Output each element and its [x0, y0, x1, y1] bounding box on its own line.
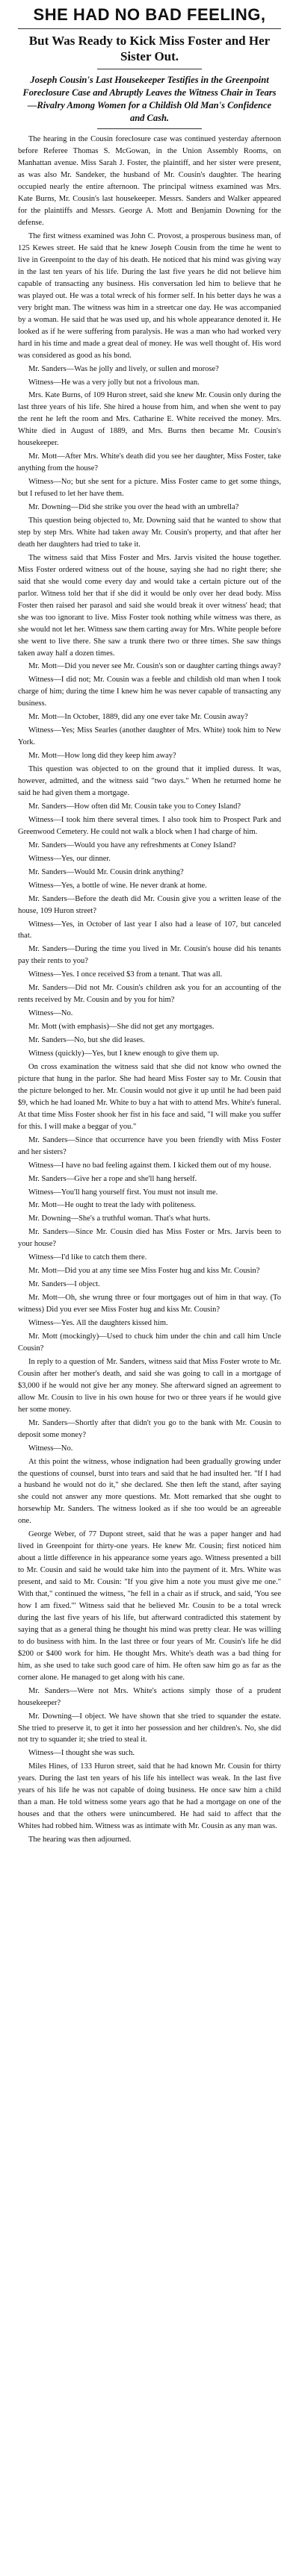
- article-paragraph: The hearing in the Cousin foreclosure case was continued yesterday afternoon before Referee Thomas S. McGowan, in the Union Assembly Rooms, on Manhattan avenue. Miss Sarah J. Foster, the plaintiff, and her sister were present, as was also Mr. Sandeker, the husband of Mr. Cousin's daughter. The hearing occupied nearly the entire afternoon. The principal witness examined was Mrs. Kate Burns, Mr. Cousin's last housekeeper. Messrs. Sanders and Walker appeared for the plaintiffs and Messrs. George A. Mott and Benjamin Downing for the defense.: [18, 135, 281, 228]
- article-paragraph: Witness—Yes. All the daughters kissed him.: [28, 1319, 168, 1328]
- article-paragraph: Mr. Downing—She's a truthful woman. That's what hurts.: [28, 1214, 211, 1223]
- article-paragraph: Mr. Sanders—Give her a rope and she'll hang herself.: [28, 1174, 197, 1183]
- article-paragraph: Witness—No.: [28, 1444, 73, 1453]
- article-paragraph: Witness—Yes. I once received $3 from a tenant. That was all.: [28, 970, 223, 979]
- article-paragraph: Mr. Sanders—Would you have any refreshments at Coney Island?: [28, 841, 236, 849]
- article-paragraph: Mr. Sanders—Since Mr. Cousin died has Miss Foster or Mrs. Jarvis been to your house?: [18, 1228, 281, 1249]
- article-paragraph: Mr. Mott (with emphasis)—She did not get any mortgages.: [28, 1023, 215, 1032]
- article-paragraph: Witness—I thought she was such.: [28, 1749, 135, 1758]
- article-paragraph: Witness—I'd like to catch them there.: [28, 1253, 147, 1262]
- article-paragraph: Mr. Mott—After Mrs. White's death did you see her daughter, Miss Foster, take anything from the house?: [18, 452, 281, 473]
- article-paragraph: Mr. Sanders—Shortly after that didn't you go to the bank with Mr. Cousin to deposit some money?: [18, 1418, 281, 1439]
- article-paragraph: Witness—Yes, our dinner.: [28, 854, 111, 863]
- divider-rule-short: [97, 128, 203, 129]
- article-paragraph: The first witness examined was John C. Provost, a prosperous business man, of 125 Kewes street. He said that he knew Joseph Cousin from the time he went to live in Greenpoint to the day of his death. He noticed that his mind was giving way in the last ten years of his life. During the last five years he did not believe him capable of transacting any business. His conversation led him to believe that he was played out. He was a total wreck of his former self. In his better days he was a very bright man. The witness was him in a streetcar one day. He was accompanied by a woman. He said that he was used up, and his whole appearance denoted it. He looked as if he were suffering from paralysis. He was a man who had worked very hard in his time and made a great deal of money. He was well thought of. His word was considered as good as his bond.: [18, 232, 281, 360]
- article-paragraph: The hearing was then adjourned.: [28, 1836, 132, 1844]
- article-paragraph: On cross examination the witness said that she did not know who owned the picture that hung in the parlor. She had heard Miss Foster say to Mr. Cousin that the picture belonged to her. Mr. Cousin would not give it up until he had been paid $9, which he had loaned Mr. White to buy a hat with to attend Mrs. White's funeral. At that time Miss Foster shook her fist in his face and said, "I will make you suffer for this. I will make a beggar of you.": [18, 1063, 281, 1131]
- divider-rule: [18, 28, 281, 29]
- article-paragraph: Witness—You'll hang yourself first. You must not insult me.: [28, 1188, 218, 1197]
- article-body: [18, 134, 281, 1846]
- article-paragraph: Mr. Sanders—Did not Mr. Cousin's children ask you for an accounting of the rents received by Mr. Cousin and by you for him?: [18, 984, 281, 1005]
- article-paragraph: Mr. Sanders—How often did Mr. Cousin take you to Coney Island?: [28, 802, 241, 811]
- article-paragraph: Witness—Yes; Miss Searles (another daughter of Mrs. White) took him to New York.: [18, 726, 281, 747]
- article-paragraph: Mr. Mott—Did you never see Mr. Cousin's son or daughter carting things away?: [28, 662, 281, 671]
- article-paragraph: Miles Hines, of 133 Huron street, said that he had known Mr. Cousin for thirty years. During the last ten years of his life his intellect was weak. In the last five years of his life he was not capable of doing business. He once saw him a child than a man. He told witness some years ago that he had a mortgage on one of the houses and that the others were unincumbered. He had said to affect that the Whites had robbed him. Witness was as intimate with Mr. Cousin as any man was.: [18, 1762, 281, 1831]
- article-paragraph: Witness—I took him there several times. I also took him to Prospect Park and Greenwood Cemetery. He could not walk a block when I had charge of him.: [18, 815, 281, 836]
- article-paragraph: The witness said that Miss Foster and Mrs. Jarvis visited the house together. Miss Foster ordered witness out of the house, saying she had no right there; she said that she would come every day and would take a certain picture out of the parlor. Witness told her that if she did it would be only over her dead body. Miss Foster then raised her parasol and said she would break it over witness' head; that she was too ignorant to live. Miss Foster took nothing while witness was there, as she would not let her. Witness saw them carting away for Mrs. White people before she went to live there. She saw a trunk there two or three times. She saw things taken away half a dozen times.: [18, 553, 281, 658]
- article-paragraph: Mr. Mott—Oh, she wrung three or four mortgages out of him in that way. (To witness) Did you ever see Miss Foster hug and kiss Mr. Cousin?: [18, 1294, 281, 1314]
- article-paragraph: Witness—Yes, in October of last year I also had a lease of 107, but canceled that.: [18, 920, 281, 941]
- article-paragraph: Witness—I have no bad feeling against them. I kicked them out of my house.: [28, 1161, 271, 1170]
- article-paragraph: Mr. Sanders—I object.: [28, 1280, 100, 1289]
- article-paragraph: This question was objected to on the ground that it implied duress. It was, however, admitted, and the witness said "two days." When he returned home he said he had given them a mortgage.: [18, 765, 281, 797]
- article-paragraph: Witness (quickly)—Yes, but I knew enough to give them up.: [28, 1050, 219, 1058]
- article-paragraph: This question being objected to, Mr. Downing said that he wanted to show that step by step Mrs. White had taken away Mr. Cousin's property, and that after her death her daughters had tried to take it.: [18, 517, 281, 549]
- article-paragraph: Mr. Sanders—No, but she did leases.: [28, 1036, 145, 1045]
- article-paragraph: Mr. Sanders—Were not Mrs. White's actions simply those of a prudent housekeeper?: [18, 1686, 281, 1707]
- article-paragraph: Mr. Sanders—During the time you lived in Mr. Cousin's house did his tenants pay their rents to you?: [18, 945, 281, 966]
- article-paragraph: Mr. Mott—Did you at any time see Miss Foster hug and kiss Mr. Cousin?: [28, 1267, 260, 1276]
- article-paragraph: Mr. Mott—How long did they keep him away?: [28, 752, 176, 761]
- subheadline: But Was Ready to Kick Miss Foster and Her Sister Out.: [28, 34, 271, 63]
- article-paragraph: Mrs. Kate Burns, of 109 Huron street, said she knew Mr. Cousin only during the last three years of his life. She hired a house from him, and when she went to pay the rent he left the room and Mrs. Catharine E. White received the money. Mrs. White died in August of 1889, and Mrs. Burns then became Mr. Cousin's housekeeper.: [18, 391, 281, 448]
- article-paragraph: Mr. Sanders—Would Mr. Cousin drink anything?: [28, 867, 184, 876]
- deck: Joseph Cousin's Last Housekeeper Testifies in the Greenpoint Foreclosure Case and Abruptly Leaves the Witness Chair in Tears—Rivalry Among Women for a Childish Old Man's Confidence and Cash.: [22, 74, 277, 123]
- article-paragraph: Mr. Sanders—Since that occurrence have you been friendly with Miss Foster and her sisters?: [18, 1135, 281, 1156]
- article-paragraph: Mr. Sanders—Before the death did Mr. Cousin give you a written lease of the house, 109 Huron street?: [18, 894, 281, 915]
- article-paragraph: Mr. Downing—I object. We have shown that she tried to squander the estate. She tried to preserve it, to get it into her possession and her children's. No, she did not try to squander it; she tried to steal it.: [18, 1712, 281, 1744]
- article-paragraph: In reply to a question of Mr. Sanders, witness said that Miss Foster wrote to Mr. Cousin after her mother's death, and said she was going to call in a mortgage of $3,000 if he would not give her any money. She afterward signed an agreement to allow Mr. Cousin to live in his own house for two or three years if he would give her some money.: [18, 1357, 281, 1414]
- article-paragraph: Mr. Downing—Did she strike you over the head with an umbrella?: [28, 503, 239, 512]
- article-paragraph: George Weber, of 77 Dupont street, said that he was a paper hanger and had lived in Greenpoint for thirty-one years. He knew Mr. Cousin; first noticed him about a little difference in his appearance some years ago. Witness presented a bill to Mr. Cousin and said he would take him into the payment of it. Mrs. White was present, and said to Mr. Cousin: "If you give him a note you must give me one." With that," continued the witness, "he fell in a chair as if struck, and said, 'You see how I am fixed.'" Witness said that he believed Mr. Cousin to be a total wreck during the last five years of his life, but afterward contradicted this statement by saying that as a general thing he thought his mind was pretty clear. He was willing to do business with him. In the last three or four years of Mr. Cousin's life he did $200 or $400 work for him. He thought Mrs. White's death was a bad thing for him, as she used to take such good care of him. He often saw him go as far as the corner alone. He managed to get along with his cane.: [18, 1530, 281, 1682]
- headline: SHE HAD NO BAD FEELING,: [33, 5, 266, 24]
- article-paragraph: Mr. Mott (mockingly)—Used to chuck him under the chin and call him Uncle Cousin?: [18, 1332, 281, 1353]
- article-paragraph: Witness—No; but she sent for a picture. Miss Foster came to get some things, but I refused to let her have them.: [18, 478, 281, 499]
- article-paragraph: At this point the witness, whose indignation had been gradually growing under the questions of counsel, burst into tears and said that he had insulted her. "If I had a husband he would not do it," she declared. She then left the stand, after saying she could not answer any more questions. Mr. Mott remarked that she ought to horsewhip Mr. Sanders. The witness looked as if she too would be an agreeable one.: [18, 1457, 281, 1526]
- article-paragraph: Mr. Sanders—Was he jolly and lively, or sullen and morose?: [28, 364, 219, 373]
- article-paragraph: Witness—I did not; Mr. Cousin was a feeble and childish old man when I took charge of him; during the time I knew him he was never capable of transacting any business.: [18, 676, 281, 708]
- article-paragraph: Witness—Yes, a bottle of wine. He never drank at home.: [28, 881, 207, 890]
- article-paragraph: Mr. Mott—He ought to treat the lady with politeness.: [28, 1201, 196, 1210]
- article-paragraph: Mr. Mott—In October, 1889, did any one ever take Mr. Cousin away?: [28, 713, 248, 722]
- article-paragraph: Witness—No.: [28, 1009, 73, 1018]
- article-paragraph: Witness—He was a very jolly but not a frivolous man.: [28, 378, 200, 387]
